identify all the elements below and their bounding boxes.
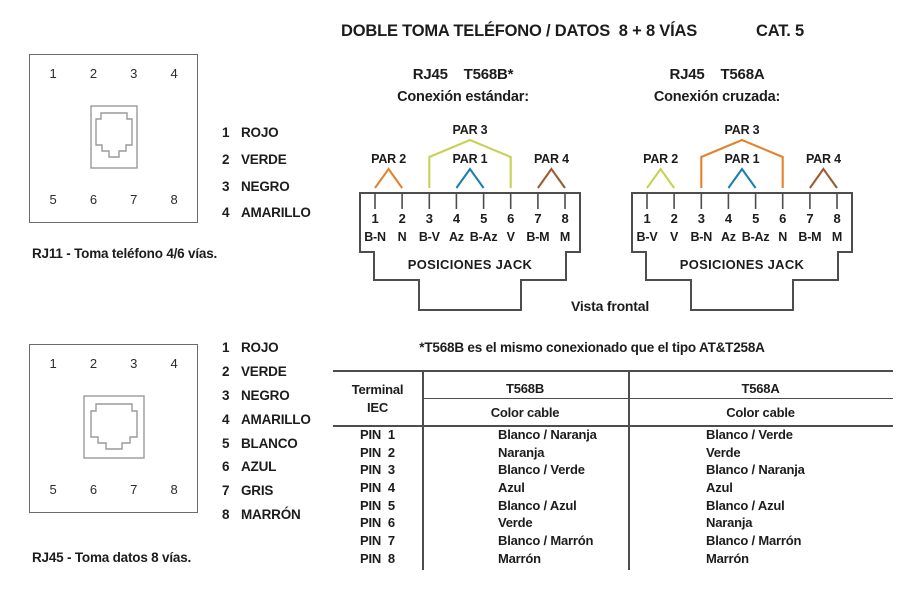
pin-number: 4 [170, 356, 178, 371]
wire-code: N [778, 230, 788, 244]
pair1-label: PAR 1 [724, 152, 760, 166]
legend-item: 7 GRIS [222, 483, 274, 499]
pair1-bracket [456, 169, 483, 188]
pair2-bracket [647, 169, 674, 188]
terminal-header-line2: IEC [366, 400, 389, 415]
pin-number: 2 [89, 356, 97, 371]
table-top-rule [333, 370, 893, 372]
color-cable-subheader: Color cable [490, 405, 560, 420]
pin-number: 7 [806, 211, 814, 226]
pin-number: 2 [670, 211, 678, 226]
table-row [333, 427, 893, 445]
pin-number: 6 [89, 192, 97, 207]
pair1-bracket [728, 169, 755, 188]
rj11-top-pin-numbers [30, 66, 197, 81]
pair3-label: PAR 3 [724, 123, 760, 137]
t568b-note: *T568B es el mismo conexionado que el tipo AT&T258A [419, 340, 765, 355]
pin-number: 7 [130, 192, 138, 207]
pair2-bracket [375, 169, 402, 188]
t568b-color-cell: Verde [498, 515, 533, 530]
pin-cell: PIN 2 [360, 445, 395, 460]
t568a-color-cell: Verde [706, 445, 741, 460]
pin-number: 5 [49, 192, 57, 207]
pin-number: 8 [833, 211, 841, 226]
t568b-color-cell: Blanco / Verde [498, 462, 585, 477]
t568a-heading: RJ45 T568A [669, 66, 765, 83]
pin-cell: PIN 5 [360, 498, 395, 513]
pin-cell: PIN 4 [360, 480, 395, 495]
legend-item: 8 MARRÓN [222, 507, 301, 523]
rj45-faceplate [29, 344, 198, 513]
wire-code: N [397, 230, 407, 244]
pin-number: 3 [697, 211, 705, 226]
pin-number: 5 [49, 482, 57, 497]
jack-positions-label: POSICIONES JACK [679, 257, 805, 272]
rj45-plug-silhouette [91, 404, 137, 449]
t568b-color-cell: Blanco / Marrón [498, 533, 594, 548]
pin-ticks [647, 193, 837, 209]
wire-code: B-N [364, 230, 386, 244]
pair1-label: PAR 1 [452, 152, 488, 166]
legend-item: 6 AZUL [222, 459, 277, 475]
wire-code: B-V [636, 230, 658, 244]
pin-number: 1 [371, 211, 379, 226]
pair4-label: PAR 4 [805, 152, 841, 166]
t568a-column-header: T568A [741, 381, 780, 396]
wire-code: Az [448, 230, 464, 244]
pin-number: 4 [452, 211, 460, 226]
pair2-label: PAR 2 [371, 152, 407, 166]
rj45-caption: RJ45 - Toma datos 8 vías. [32, 550, 192, 565]
t568b-color-cell: Azul [498, 480, 525, 495]
pin-number: 4 [170, 66, 178, 81]
legend-item: 1 ROJO [222, 340, 279, 355]
rj11-color-legend [222, 120, 311, 227]
wire-code: B-Az [469, 230, 498, 244]
legend-item: 1 ROJO [222, 125, 279, 140]
pair4-label: PAR 4 [533, 152, 569, 166]
t568a-color-cell: Naranja [706, 515, 753, 530]
pin-number: 1 [49, 66, 57, 81]
rj11-bottom-pin-numbers [30, 192, 197, 207]
rj45-jack-icon [30, 395, 197, 459]
pin-number: 6 [507, 211, 515, 226]
t568a-color-cell: Blanco / Marrón [706, 533, 802, 548]
table-row [333, 498, 893, 516]
category-label: CAT. 5 [756, 22, 805, 40]
rj45-top-pin-numbers [30, 356, 197, 371]
pin-number: 6 [89, 482, 97, 497]
t568b-color-cell: Blanco / Naranja [498, 427, 597, 442]
pin-number: 7 [534, 211, 542, 226]
table-row [333, 515, 893, 533]
terminal-header-line1: Terminal [351, 382, 404, 397]
t568a-color-cell: Marrón [706, 551, 749, 566]
pin-number: 1 [49, 356, 57, 371]
wiring-table [333, 370, 893, 580]
front-view-label: Vista frontal [570, 298, 650, 314]
t568a-color-cell: Blanco / Naranja [706, 462, 805, 477]
t568b-heading: RJ45 T568B* [412, 66, 514, 83]
pin-number: 3 [130, 66, 138, 81]
pair3-label: PAR 3 [452, 123, 488, 137]
legend-item: 3 NEGRO [222, 178, 290, 194]
t568a-wiring-diagram [622, 122, 862, 317]
jack-outline [360, 193, 580, 310]
wire-code: B-V [418, 230, 440, 244]
pin-ticks [375, 193, 565, 209]
pair4-bracket [538, 169, 565, 188]
pin-number: 3 [130, 356, 138, 371]
t568b-column-header: T568B [505, 381, 545, 396]
pin-number: 4 [724, 211, 732, 226]
t568a-color-cell: Blanco / Azul [706, 498, 785, 513]
wire-code: M [831, 230, 843, 244]
t568a-color-cell: Blanco / Verde [706, 427, 793, 442]
pin-number: 2 [398, 211, 406, 226]
legend-item: 5 BLANCO [222, 435, 298, 451]
rj45-bottom-pin-numbers [30, 482, 197, 497]
wire-code: B-Az [741, 230, 770, 244]
t568b-color-cell: Blanco / Azul [498, 498, 577, 513]
wire-code: B-M [798, 230, 822, 244]
legend-item: 4 AMARILLO [222, 205, 311, 221]
table-row [333, 462, 893, 480]
pair4-bracket [810, 169, 837, 188]
t568b-color-cell: Marrón [498, 551, 541, 566]
wire-code: V [506, 230, 515, 244]
t568b-wiring-diagram [350, 122, 590, 317]
wire-code: Az [720, 230, 736, 244]
table-row [333, 551, 893, 569]
pin-number: 8 [170, 482, 178, 497]
wire-code: V [670, 230, 679, 244]
pin-cell: PIN 3 [360, 462, 395, 477]
rj45-color-legend [222, 336, 311, 527]
wire-code: M [559, 230, 571, 244]
table-row [333, 480, 893, 498]
pin-cell: PIN 1 [360, 427, 395, 442]
pin-cell: PIN 6 [360, 515, 395, 530]
pin-number: 5 [480, 211, 488, 226]
pin-number: 6 [779, 211, 787, 226]
t568a-color-cell: Azul [706, 480, 733, 495]
table-row [333, 533, 893, 551]
pair2-label: PAR 2 [643, 152, 679, 166]
pin-number: 5 [752, 211, 760, 226]
pin-number: 8 [170, 192, 178, 207]
t568b-subheading: Conexión estándar: [397, 89, 529, 105]
table-subheader-rule [422, 398, 893, 399]
rj11-caption: RJ11 - Toma teléfono 4/6 vías. [32, 246, 218, 261]
pin-number: 7 [130, 482, 138, 497]
rj11-faceplate [29, 54, 198, 223]
legend-item: 2 VERDE [222, 151, 287, 167]
rj11-jack-icon [30, 105, 197, 169]
t568b-color-cell: Naranja [498, 445, 545, 460]
rj11-plug-silhouette [96, 113, 132, 157]
pin-number: 8 [561, 211, 569, 226]
table-row [333, 445, 893, 463]
t568a-subheading: Conexión cruzada: [653, 89, 781, 105]
legend-item: 3 NEGRO [222, 387, 290, 403]
wire-code: B-M [526, 230, 550, 244]
jack-positions-label: POSICIONES JACK [407, 257, 533, 272]
page-title: DOBLE TOMA TELÉFONO / DATOS 8 + 8 VÍAS [341, 22, 698, 40]
legend-item: 4 AMARILLO [222, 411, 311, 427]
pin-number: 2 [89, 66, 97, 81]
pin-cell: PIN 7 [360, 533, 395, 548]
color-cable-subheader: Color cable [726, 405, 795, 420]
wire-code: B-N [690, 230, 713, 244]
jack-outline [632, 193, 852, 310]
pin-number: 3 [425, 211, 433, 226]
legend-item: 2 VERDE [222, 363, 287, 379]
pin-number: 1 [643, 211, 651, 226]
jack-icon-frame [91, 106, 137, 168]
pin-cell: PIN 8 [360, 551, 395, 566]
